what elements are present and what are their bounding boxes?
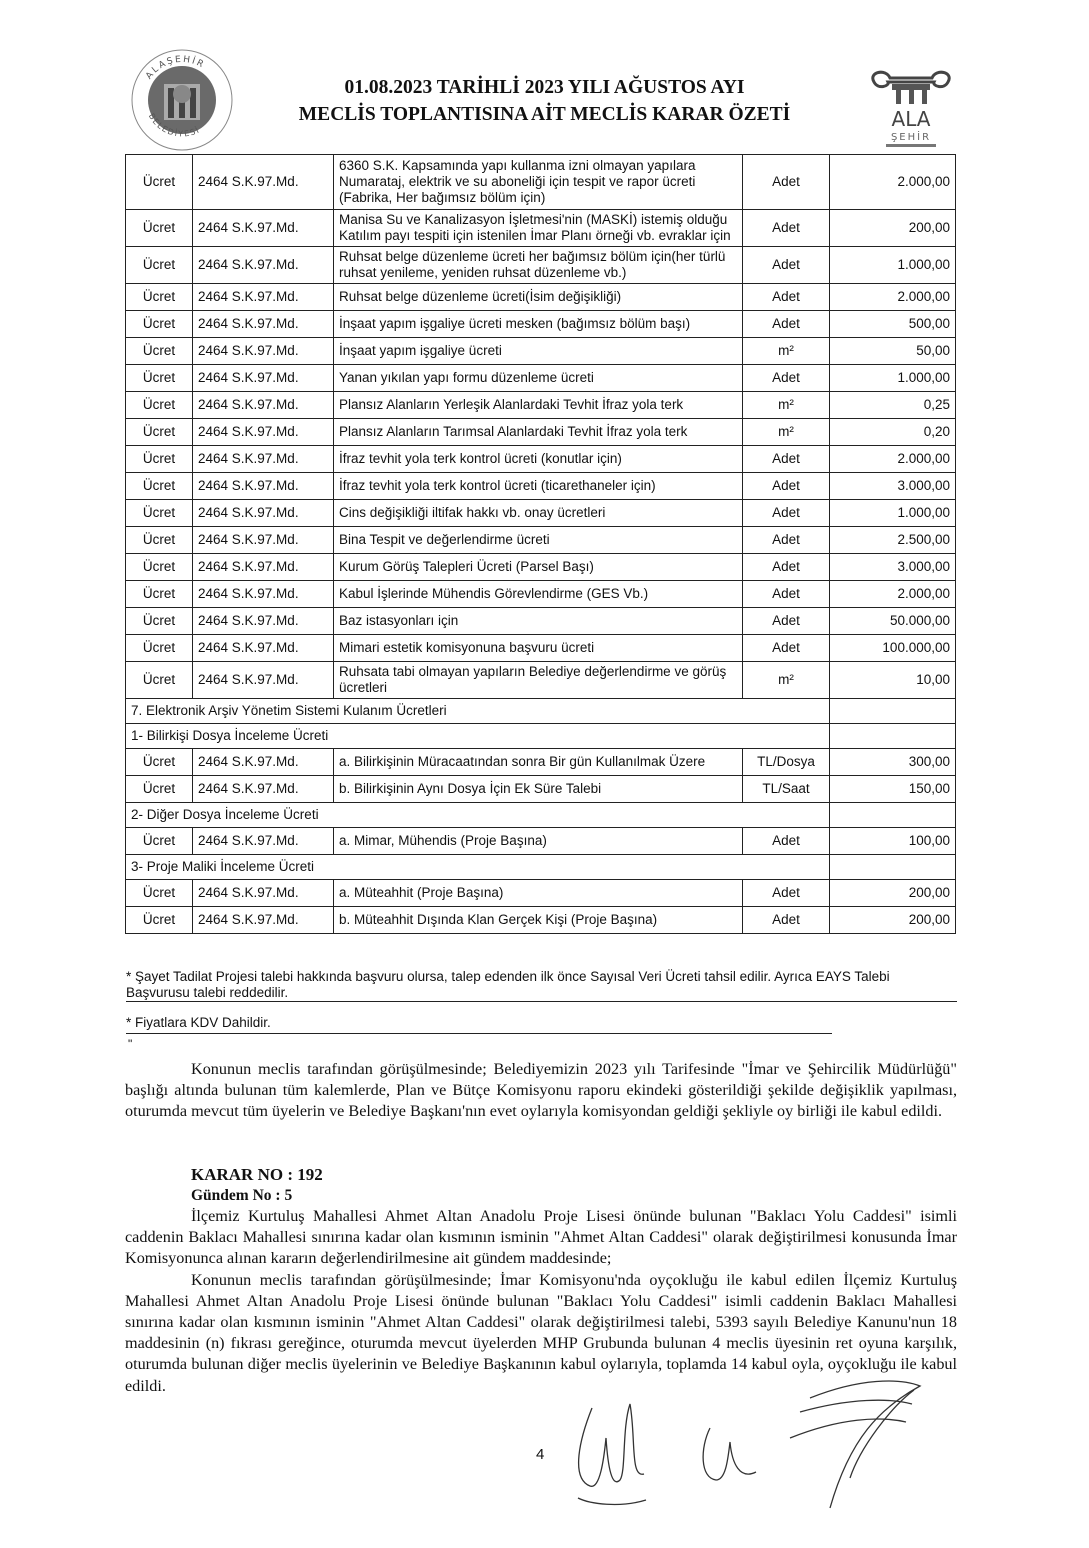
row-price: 1.000,00 xyxy=(830,500,956,527)
subsection-2-header-label: 2- Diğer Dosya İnceleme Ücreti xyxy=(126,803,830,828)
table-row xyxy=(126,311,956,338)
row-law: 2464 S.K.97.Md. xyxy=(193,880,334,907)
description-line: (Fabrika, Her bağımsız bölüm için) xyxy=(339,190,546,205)
seal-text-bottom: BELEDİYESİ xyxy=(146,111,202,139)
table-row xyxy=(126,446,956,473)
description-line: Ruhsat belge düzenleme ücreti her bağımsız bölüm için(her türlü xyxy=(339,249,726,264)
row-unit: Adet xyxy=(743,635,830,662)
row-price: 2.500,00 xyxy=(830,527,956,554)
row-type: Ücret xyxy=(126,554,193,581)
row-type: Ücret xyxy=(126,247,193,284)
subsection-1-header-label: 1- Bilirkişi Dosya İnceleme Ücreti xyxy=(126,724,830,749)
description-line: Mimari estetik komisyonuna başvuru ücreti xyxy=(339,640,595,655)
row-description xyxy=(334,527,743,554)
section-7-header-blank xyxy=(830,699,956,724)
row-description xyxy=(334,247,743,284)
table-row xyxy=(126,247,956,284)
note-line-1: * Şayet Tadilat Projesi talebi hakkında başvuru olursa, talep edenden ilk önce Sayısal Veri Ücreti tahsil edilir. Ayrıca EAYS Talebi xyxy=(126,969,890,984)
row-unit: Adet xyxy=(743,527,830,554)
row-law: 2464 S.K.97.Md. xyxy=(193,581,334,608)
paragraph-3-text: Konunun meclis tarafından görüşülmesinde; İmar Komisyonu'nda oyçokluğu ile kabul edilen İlçemiz Kurtuluş Mahallesi Ahmet Altan Anadolu Proje Lisesi önünde bulunan "Baklacı Yolu Caddesi" isimli caddenin Baklacı Mahallesi sınırına kadar olan kısmının isminin "Ahmet Altan Caddesi" olarak değiştirilmesi talebi, 5393 sayılı Belediye Kanunu'nun 18 maddesinin (n) fıkrası gereğince, oturumda mevcut üyelerden MHP Grubunda bulunan 4 meclis üyesinin ret oyuna karşılık, oturumda bulunan diğer meclis üyelerinin ve Belediye Başkanının kabul oylarıyla, toplamda 14 kabul oyla, oyçokluğu ile kabul edildi. xyxy=(125,1270,957,1395)
row-law: 2464 S.K.97.Md. xyxy=(193,554,334,581)
row-law: 2464 S.K.97.Md. xyxy=(193,419,334,446)
description-line: Kurum Görüş Talepleri Ücreti (Parsel Başı) xyxy=(339,559,594,574)
row-description xyxy=(334,907,743,934)
row-price: 3.000,00 xyxy=(830,554,956,581)
description-line: Ruhsata tabi olmayan yapıların Belediye değerlendirme ve görüş xyxy=(339,664,727,679)
row-price: 50.000,00 xyxy=(830,608,956,635)
document-header xyxy=(0,74,1089,128)
row-type: Ücret xyxy=(126,608,193,635)
description-line: Yanan yıkılan yapı formu düzenleme ücreti xyxy=(339,370,594,385)
table-row xyxy=(126,473,956,500)
row-law: 2464 S.K.97.Md. xyxy=(193,338,334,365)
header-line-1: 01.08.2023 TARİHLİ 2023 YILI AĞUSTOS AYI xyxy=(344,77,745,98)
row-price: 200,00 xyxy=(830,907,956,934)
row-type: Ücret xyxy=(126,446,193,473)
description-line: İfraz tevhit yola terk kontrol ücreti (konutlar için) xyxy=(339,451,622,466)
row-law: 2464 S.K.97.Md. xyxy=(193,527,334,554)
table-row xyxy=(126,880,956,907)
table-row xyxy=(126,338,956,365)
seal-text-top: ALAŞEHİR xyxy=(144,54,207,82)
description-line: a. Müteahhit (Proje Başına) xyxy=(339,885,504,900)
row-price: 0,25 xyxy=(830,392,956,419)
row-unit: Adet xyxy=(743,446,830,473)
subsection-3-header-blank xyxy=(830,855,956,880)
description-line: ruhsat yenileme, yeniden ruhsat düzenleme vb.) xyxy=(339,265,627,280)
subsection-1-header xyxy=(126,724,956,749)
paragraph-decision-1 xyxy=(125,1059,957,1123)
row-price: 300,00 xyxy=(830,749,956,776)
row-type: Ücret xyxy=(126,776,193,803)
row-law: 2464 S.K.97.Md. xyxy=(193,210,334,247)
row-unit: Adet xyxy=(743,210,830,247)
table-row xyxy=(126,500,956,527)
row-price: 500,00 xyxy=(830,311,956,338)
row-type: Ücret xyxy=(126,392,193,419)
row-type: Ücret xyxy=(126,749,193,776)
table-row xyxy=(126,749,956,776)
description-line: İnşaat yapım işgaliye ücreti mesken (bağımsız bölüm başı) xyxy=(339,316,691,331)
row-law: 2464 S.K.97.Md. xyxy=(193,284,334,311)
row-type: Ücret xyxy=(126,365,193,392)
row-unit: TL/Saat xyxy=(743,776,830,803)
row-type: Ücret xyxy=(126,828,193,855)
table-row xyxy=(126,392,956,419)
row-unit: m² xyxy=(743,419,830,446)
row-unit: Adet xyxy=(743,311,830,338)
row-description xyxy=(334,155,743,210)
row-unit: Adet xyxy=(743,155,830,210)
subsection-3-header xyxy=(126,855,956,880)
header-line-2: MECLİS TOPLANTISINA AİT MECLİS KARAR ÖZETİ xyxy=(298,104,791,125)
row-price: 10,00 xyxy=(830,662,956,699)
karar-no: KARAR NO : 192 xyxy=(191,1165,323,1184)
table-row xyxy=(126,527,956,554)
row-price: 3.000,00 xyxy=(830,473,956,500)
row-law: 2464 S.K.97.Md. xyxy=(193,662,334,699)
row-description xyxy=(334,284,743,311)
row-price: 200,00 xyxy=(830,210,956,247)
row-price: 100,00 xyxy=(830,828,956,855)
note-kdv: * Fiyatlara KDV Dahildir. xyxy=(126,1015,832,1034)
row-law: 2464 S.K.97.Md. xyxy=(193,392,334,419)
description-line: Plansız Alanların Tarımsal Alanlardaki Tevhit İfraz yola terk xyxy=(339,424,688,439)
table-row xyxy=(126,635,956,662)
fee-table xyxy=(125,154,956,934)
row-description xyxy=(334,635,743,662)
row-type: Ücret xyxy=(126,284,193,311)
row-price: 0,20 xyxy=(830,419,956,446)
row-law: 2464 S.K.97.Md. xyxy=(193,365,334,392)
row-law: 2464 S.K.97.Md. xyxy=(193,828,334,855)
row-law: 2464 S.K.97.Md. xyxy=(193,608,334,635)
row-description xyxy=(334,210,743,247)
row-description xyxy=(334,500,743,527)
row-law: 2464 S.K.97.Md. xyxy=(193,155,334,210)
note-line-2: Başvurusu talebi reddedilir. xyxy=(126,985,289,1000)
row-unit: TL/Dosya xyxy=(743,749,830,776)
description-line: 6360 S.K. Kapsamında yapı kullanma izni olmayan yapılara xyxy=(339,158,696,173)
row-type: Ücret xyxy=(126,527,193,554)
row-price: 200,00 xyxy=(830,880,956,907)
description-line: Bina Tespit ve değerlendirme ücreti xyxy=(339,532,550,547)
row-law: 2464 S.K.97.Md. xyxy=(193,500,334,527)
table-row xyxy=(126,210,956,247)
gundem-no: Gündem No : 5 xyxy=(191,1187,293,1204)
row-unit: Adet xyxy=(743,247,830,284)
row-unit: m² xyxy=(743,338,830,365)
row-unit: m² xyxy=(743,392,830,419)
subsection-2-header-blank xyxy=(830,803,956,828)
table-row xyxy=(126,284,956,311)
row-unit: Adet xyxy=(743,828,830,855)
row-type: Ücret xyxy=(126,907,193,934)
row-law: 2464 S.K.97.Md. xyxy=(193,446,334,473)
row-unit: Adet xyxy=(743,473,830,500)
row-price: 2.000,00 xyxy=(830,155,956,210)
table-row xyxy=(126,776,956,803)
row-type: Ücret xyxy=(126,473,193,500)
row-description xyxy=(334,311,743,338)
subsection-1-header-blank xyxy=(830,724,956,749)
row-description xyxy=(334,419,743,446)
description-line: Katılım payı tespiti için istenilen İmar Planı örneği vb. evraklar için xyxy=(339,228,731,243)
row-price: 50,00 xyxy=(830,338,956,365)
row-description xyxy=(334,338,743,365)
description-line: Baz istasyonları için xyxy=(339,613,459,628)
row-type: Ücret xyxy=(126,500,193,527)
row-law: 2464 S.K.97.Md. xyxy=(193,247,334,284)
row-price: 1.000,00 xyxy=(830,365,956,392)
row-law: 2464 S.K.97.Md. xyxy=(193,749,334,776)
row-description xyxy=(334,446,743,473)
description-line: b. Bilirkişinin Aynı Dosya İçin Ek Süre Talebi xyxy=(339,781,602,796)
table-row xyxy=(126,662,956,699)
table-row xyxy=(126,581,956,608)
page-number: 4 xyxy=(536,1446,545,1463)
row-type: Ücret xyxy=(126,338,193,365)
row-law: 2464 S.K.97.Md. xyxy=(193,311,334,338)
row-type: Ücret xyxy=(126,581,193,608)
description-line: ücretleri xyxy=(339,680,388,695)
description-line: Numarataj, elektrik ve su aboneliği için tespit ve rapor ücreti xyxy=(339,174,696,189)
row-description xyxy=(334,749,743,776)
table-row xyxy=(126,554,956,581)
row-description xyxy=(334,880,743,907)
description-line: Kabul İşlerinde Mühendis Görevlendirme (GES Vb.) xyxy=(339,586,649,601)
row-description xyxy=(334,776,743,803)
row-unit: m² xyxy=(743,662,830,699)
row-law: 2464 S.K.97.Md. xyxy=(193,473,334,500)
row-description xyxy=(334,608,743,635)
description-line: a. Mimar, Mühendis (Proje Başına) xyxy=(339,833,547,848)
row-unit: Adet xyxy=(743,880,830,907)
row-description xyxy=(334,365,743,392)
description-line: İfraz tevhit yola terk kontrol ücreti (ticarethaneler için) xyxy=(339,478,656,493)
fee-table-body xyxy=(126,155,956,934)
row-price: 2.000,00 xyxy=(830,284,956,311)
row-law: 2464 S.K.97.Md. xyxy=(193,776,334,803)
row-price: 1.000,00 xyxy=(830,247,956,284)
row-unit: Adet xyxy=(743,554,830,581)
row-type: Ücret xyxy=(126,419,193,446)
row-unit: Adet xyxy=(743,581,830,608)
logo-wordmark-sub: ŞEHİR xyxy=(890,132,932,143)
section-7-header-label: 7. Elektronik Arşiv Yönetim Sistemi Kulanım Ücretleri xyxy=(126,699,830,724)
row-law: 2464 S.K.97.Md. xyxy=(193,635,334,662)
description-line: a. Bilirkişinin Müracaatından sonra Bir gün Kullanılmak Üzere xyxy=(339,754,706,769)
row-unit: Adet xyxy=(743,907,830,934)
row-type: Ücret xyxy=(126,311,193,338)
description-line: Plansız Alanların Yerleşik Alanlardaki Tevhit İfraz yola terk xyxy=(339,397,684,412)
description-line: Ruhsat belge düzenleme ücreti(İsim değişikliği) xyxy=(339,289,622,304)
note-tadilat xyxy=(126,969,957,1002)
paragraph-1-text: Konunun meclis tarafından görüşülmesinde; Belediyemizin 2023 yılı Tarifesinde "İmar ve Şehircilik Müdürlüğü" başlığı altında bulunan tüm kalemlerde, Plan ve Bütçe Komisyonu raporu ekindeki gösterildiği şekilde değişiklik yapılması, oturumda mevcut tüm üyelerin ve Belediye Başkanı'nın evet oylarıyla komisyondan geldiği şekliyle oy birliği ile kabul edildi. xyxy=(125,1060,957,1121)
logo-wordmark: ALA xyxy=(891,107,931,131)
table-row xyxy=(126,419,956,446)
row-type: Ücret xyxy=(126,635,193,662)
subsection-3-header-label: 3- Proje Maliki İnceleme Ücreti xyxy=(126,855,830,880)
row-price: 2.000,00 xyxy=(830,581,956,608)
table-row xyxy=(126,608,956,635)
row-description xyxy=(334,392,743,419)
description-line: Manisa Su ve Kanalizasyon İşletmesi'nin (MASKİ) istemiş olduğu xyxy=(339,212,728,227)
row-law: 2464 S.K.97.Md. xyxy=(193,907,334,934)
row-unit: Adet xyxy=(743,284,830,311)
row-price: 2.000,00 xyxy=(830,446,956,473)
row-price: 150,00 xyxy=(830,776,956,803)
row-description xyxy=(334,828,743,855)
table-row xyxy=(126,907,956,934)
row-description xyxy=(334,581,743,608)
row-description xyxy=(334,554,743,581)
row-type: Ücret xyxy=(126,880,193,907)
section-7-header xyxy=(126,699,956,724)
description-line: Cins değişikliği iltifak hakkı vb. onay ücretleri xyxy=(339,505,606,520)
description-line: İnşaat yapım işgaliye ücreti xyxy=(339,343,502,358)
row-unit: Adet xyxy=(743,365,830,392)
row-description xyxy=(334,662,743,699)
row-type: Ücret xyxy=(126,662,193,699)
table-row xyxy=(126,828,956,855)
row-unit: Adet xyxy=(743,608,830,635)
paragraph-2-text: İlçemiz Kurtuluş Mahallesi Ahmet Altan Anadolu Proje Lisesi önünde bulunan "Baklacı Yolu Caddesi" isimli caddenin Baklacı Mahallesi sınırına kadar olan kısmının isminin "Ahmet Altan Caddesi" olarak değiştirilmesi konusunda İmar Komisyonunca alınan kararın değerlendirilmesine ait gündem maddesinde; xyxy=(125,1207,957,1268)
subsection-2-header xyxy=(126,803,956,828)
description-line: b. Müteahhit Dışında Klan Gerçek Kişi (Proje Başına) xyxy=(339,912,658,927)
row-unit: Adet xyxy=(743,500,830,527)
row-type: Ücret xyxy=(126,155,193,210)
row-type: Ücret xyxy=(126,210,193,247)
table-row xyxy=(126,365,956,392)
handwritten-signatures xyxy=(560,1368,940,1518)
row-price: 100.000,00 xyxy=(830,635,956,662)
closing-quote: " xyxy=(128,1037,133,1051)
table-row xyxy=(126,155,956,210)
row-description xyxy=(334,473,743,500)
